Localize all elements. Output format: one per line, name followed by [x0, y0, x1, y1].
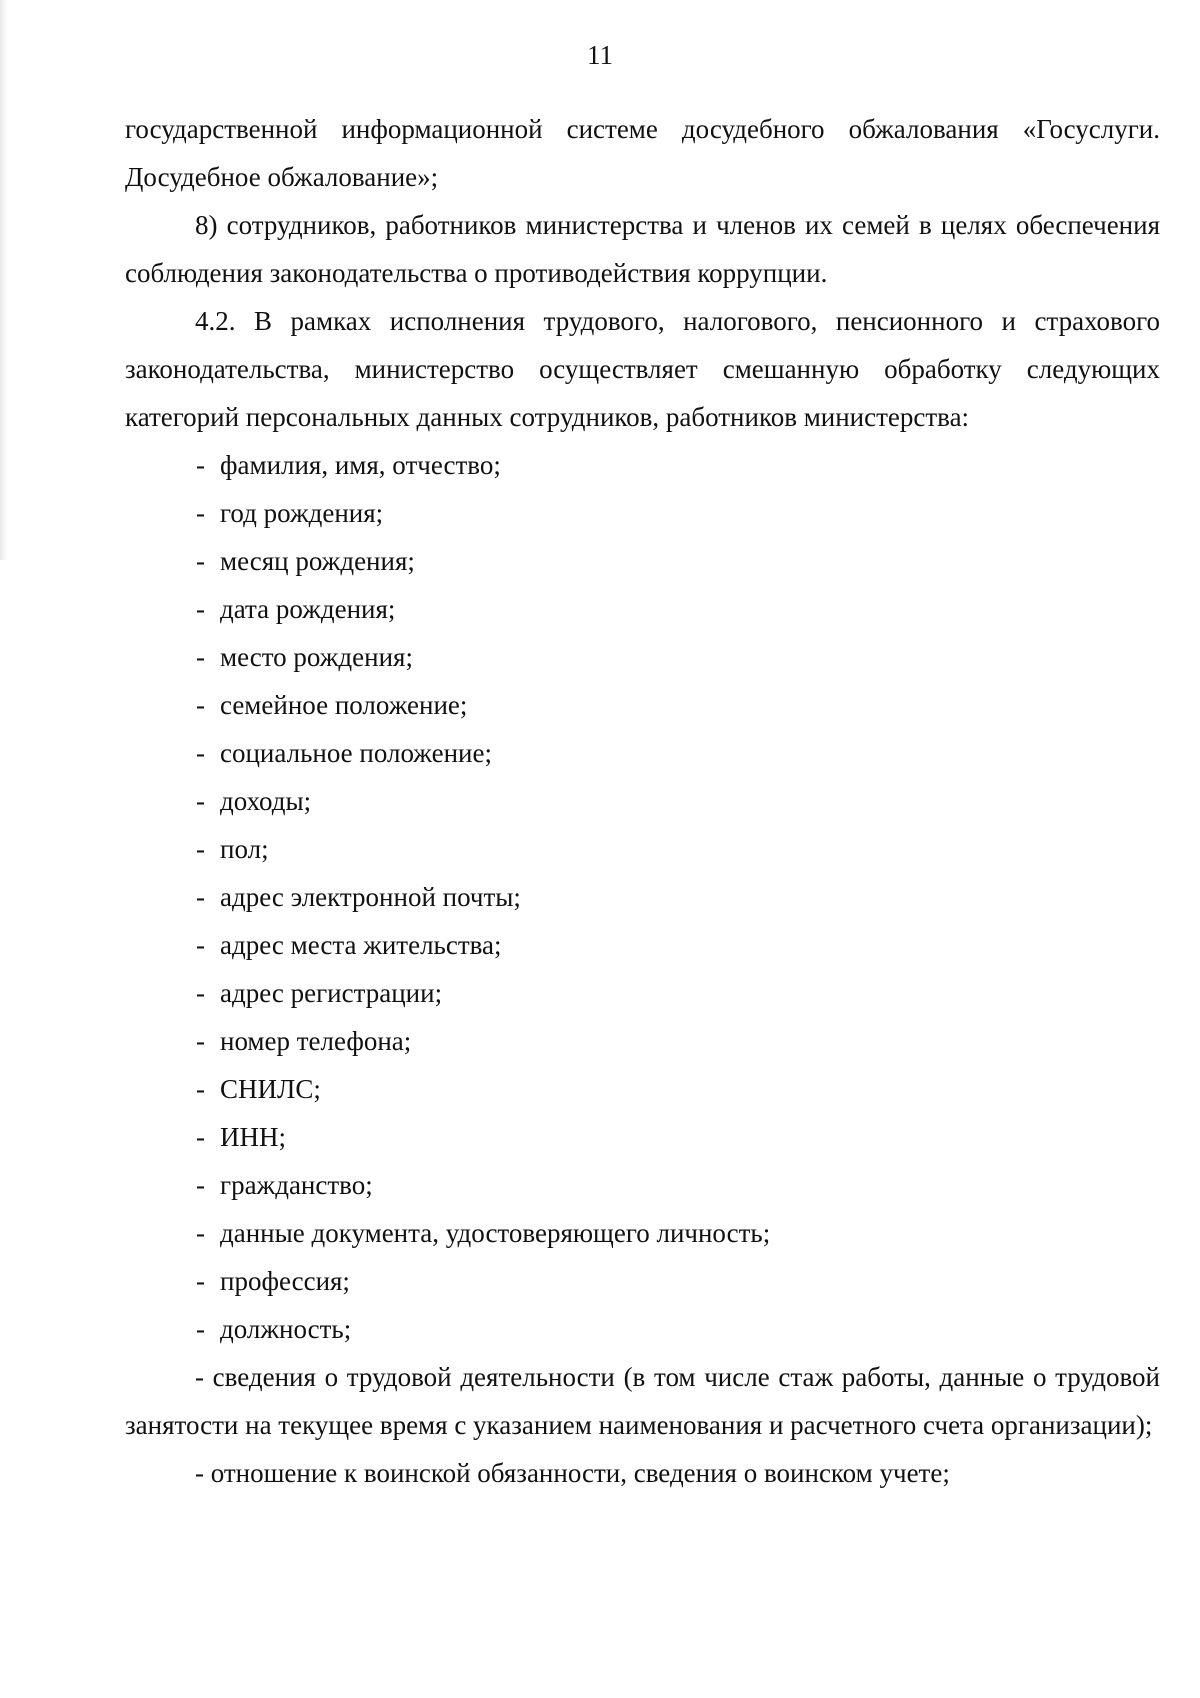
list-item: - доходы; — [125, 777, 1160, 825]
list-item: - адрес электронной почты; — [125, 873, 1160, 921]
page-number: 11 — [587, 40, 613, 70]
list-item: - социальное положение; — [125, 729, 1160, 777]
list-item: - пол; — [125, 825, 1160, 873]
list-item: - год рождения; — [125, 489, 1160, 537]
list-item: - должность; — [125, 1305, 1160, 1353]
list-item: - номер телефона; — [125, 1017, 1160, 1065]
list-dash: - — [196, 882, 205, 912]
personal-data-list — [125, 441, 1160, 1353]
list-dash: - — [196, 930, 205, 960]
list-item: - адрес места жительства; — [125, 921, 1160, 969]
list-dash: - — [196, 978, 205, 1008]
list-item: - место рождения; — [125, 633, 1160, 681]
list-dash: - — [196, 786, 205, 816]
paragraph-item-8: 8) сотрудников, работников министерства и членов их семей в целях обеспечения соблюдения законодательства о противодействия коррупции. — [125, 210, 1160, 288]
document-body — [125, 105, 1160, 1497]
list-dash: - — [196, 690, 205, 720]
list-dash: - — [196, 834, 205, 864]
list-item: - адрес регистрации; — [125, 969, 1160, 1017]
list-item: - СНИЛС; — [125, 1065, 1160, 1113]
list-dash: - — [196, 450, 205, 480]
list-dash: - — [196, 1026, 205, 1056]
list-dash: - — [196, 1170, 205, 1200]
list-dash: - — [196, 594, 205, 624]
list-item: - дата рождения; — [125, 585, 1160, 633]
list-item-military-duty: - отношение к воинской обязанности, сведения о воинском учете; — [195, 1458, 950, 1488]
list-dash: - — [196, 498, 205, 528]
list-dash: - — [196, 642, 205, 672]
list-dash: - — [196, 1266, 205, 1296]
list-dash: - — [196, 1314, 205, 1344]
list-item: - гражданство; — [125, 1161, 1160, 1209]
scan-edge-shadow — [0, 0, 7, 560]
list-dash: - — [196, 738, 205, 768]
paragraph-4-2: 4.2. В рамках исполнения трудового, налогового, пенсионного и страхового законодательства, министерство осуществляет смешанную обработку следующих категорий персональных данных сотрудников, работников министерства: — [125, 306, 1160, 432]
paragraph-continuation: государственной информационной системе досудебного обжалования «Госуслуги. Досудебное обжалование»; — [125, 114, 1160, 192]
list-item: - семейное положение; — [125, 681, 1160, 729]
list-item-employment-info: - сведения о трудовой деятельности (в том числе стаж работы, данные о трудовой занятости на текущее время с указанием наименования и расчетного счета организации); — [125, 1362, 1160, 1440]
list-item: - данные документа, удостоверяющего личность; — [125, 1209, 1160, 1257]
list-dash: - — [196, 1074, 205, 1104]
list-dash: - — [196, 1218, 205, 1248]
list-item: - фамилия, имя, отчество; — [125, 441, 1160, 489]
list-dash: - — [196, 546, 205, 576]
list-item: - ИНН; — [125, 1113, 1160, 1161]
list-item: - месяц рождения; — [125, 537, 1160, 585]
list-dash: - — [196, 1122, 205, 1152]
list-item: - профессия; — [125, 1257, 1160, 1305]
